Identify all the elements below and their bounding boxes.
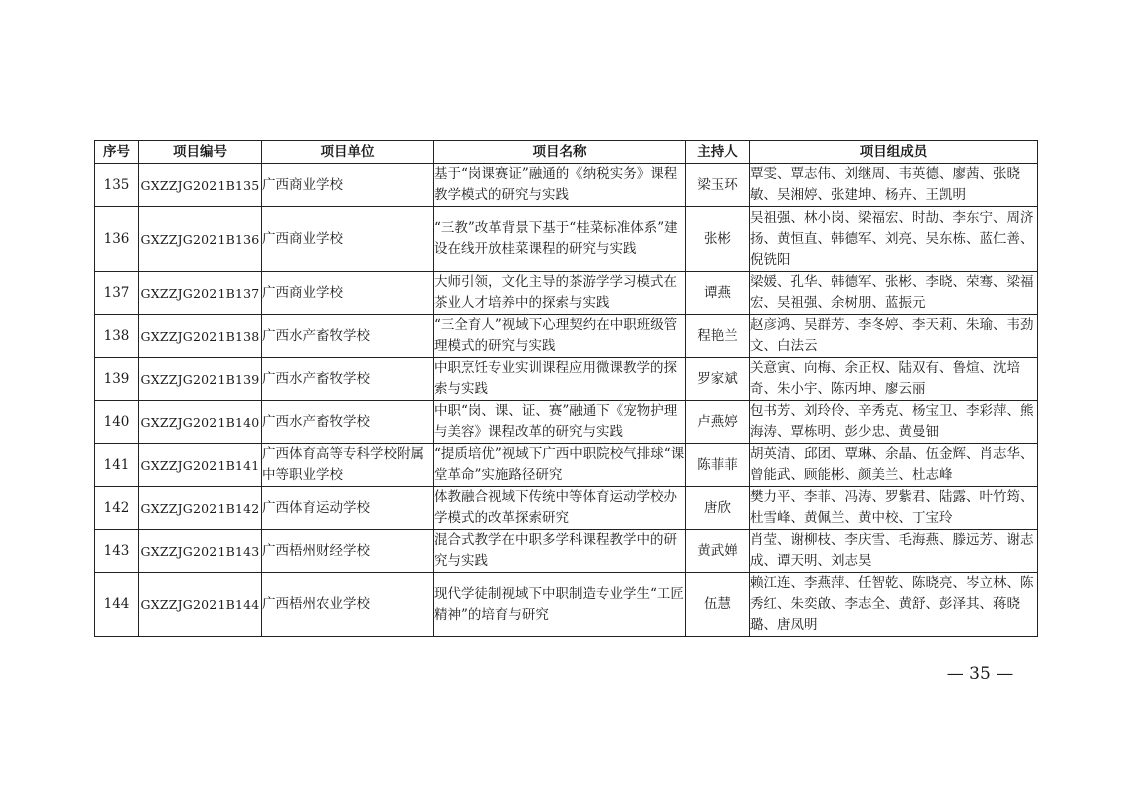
project-table [94,140,1038,637]
cell-members: 肖莹、谢柳枝、李庆雪、毛海燕、滕远芳、谢志成、谭天明、刘志昊 [750,530,1038,573]
cell-members: 赖江连、李燕萍、任智乾、陈晓亮、岑立林、陈秀红、朱奕啟、李志全、黄舒、彭泽其、蒋晓璐、唐凤明 [750,573,1038,637]
cell-name: 体教融合视域下传统中等体育运动学校办学模式的改革探索研究 [434,487,686,530]
cell-unit: 广西体育运动学校 [262,487,434,530]
cell-code: GXZZJG2021B144 [139,573,262,637]
cell-unit: 广西水产畜牧学校 [262,315,434,358]
cell-name: 基于“岗课赛证”融通的《纳税实务》课程教学模式的研究与实践 [434,164,686,207]
cell-name: “三全育人”视域下心理契约在中职班级管理模式的研究与实践 [434,315,686,358]
table-row [95,358,1038,401]
table-row [95,573,1038,637]
cell-name: “提质培优”视域下广西中职院校气排球“课堂革命”实施路径研究 [434,444,686,487]
cell-unit: 广西商业学校 [262,272,434,315]
table-row [95,530,1038,573]
cell-code: GXZZJG2021B135 [139,164,262,207]
cell-name: 中职“岗、课、证、赛”融通下《宠物护理与美容》课程改革的研究与实践 [434,401,686,444]
header-code: 项目编号 [139,141,262,164]
cell-code: GXZZJG2021B136 [139,207,262,272]
cell-name: 混合式教学在中职多学科课程教学中的研究与实践 [434,530,686,573]
header-host: 主持人 [686,141,750,164]
cell-seq: 141 [95,444,139,487]
cell-host: 卢燕婷 [686,401,750,444]
table-row [95,487,1038,530]
table-row [95,164,1038,207]
cell-seq: 138 [95,315,139,358]
cell-host: 梁玉环 [686,164,750,207]
table-row [95,444,1038,487]
cell-host: 陈菲菲 [686,444,750,487]
header-members: 项目组成员 [750,141,1038,164]
page-number: — 35 — [946,664,1014,684]
cell-seq: 144 [95,573,139,637]
cell-host: 唐欣 [686,487,750,530]
cell-code: GXZZJG2021B139 [139,358,262,401]
header-seq: 序号 [95,141,139,164]
cell-members: 梁媛、孔华、韩德军、张彬、李晓、荣骞、梁福宏、吴祖强、余树朋、蓝振元 [750,272,1038,315]
cell-name: 现代学徒制视域下中职制造专业学生“工匠精神”的培育与研究 [434,573,686,637]
cell-code: GXZZJG2021B140 [139,401,262,444]
cell-seq: 137 [95,272,139,315]
cell-members: 吴祖强、林小岗、梁福宏、时劼、李东宁、周济扬、黄恒直、韩德军、刘亮、吴东栋、蓝仁善、倪铣阳 [750,207,1038,272]
cell-members: 胡英清、邱团、覃琳、余晶、伍金辉、肖志华、曾能武、顾能彬、颜美兰、杜志峰 [750,444,1038,487]
cell-seq: 136 [95,207,139,272]
cell-members: 包书芳、刘玲伶、辛秀克、杨宝卫、李彩萍、熊海涛、覃栋明、彭少忠、黄曼钿 [750,401,1038,444]
cell-unit: 广西梧州农业学校 [262,573,434,637]
cell-host: 黄武婵 [686,530,750,573]
cell-members: 覃雯、覃志伟、刘继周、韦英德、廖茜、张晓敏、吴湘婷、张建坤、杨卉、王凯明 [750,164,1038,207]
cell-host: 张彬 [686,207,750,272]
table-row [95,315,1038,358]
cell-unit: 广西梧州财经学校 [262,530,434,573]
cell-members: 赵彦鸿、吴群芳、李冬婷、李天莉、朱瑜、韦劲文、白法云 [750,315,1038,358]
table-row [95,272,1038,315]
header-name: 项目名称 [434,141,686,164]
cell-unit: 广西体育高等专科学校附属中等职业学校 [262,444,434,487]
cell-members: 樊力平、李菲、冯涛、罗紫君、陆露、叶竹筠、杜雪峰、黄佩兰、黄中校、丁宝玲 [750,487,1038,530]
table-row [95,401,1038,444]
cell-seq: 140 [95,401,139,444]
cell-name: “三教”改革背景下基于“桂菜标准体系”建设在线开放桂菜课程的研究与实践 [434,207,686,272]
cell-unit: 广西水产畜牧学校 [262,401,434,444]
cell-name: 中职烹饪专业实训课程应用微课教学的探索与实践 [434,358,686,401]
cell-members: 关意寅、向梅、余正权、陆双有、鲁煊、沈培奇、朱小宇、陈丙坤、廖云丽 [750,358,1038,401]
header-unit: 项目单位 [262,141,434,164]
cell-unit: 广西水产畜牧学校 [262,358,434,401]
cell-unit: 广西商业学校 [262,207,434,272]
cell-host: 谭燕 [686,272,750,315]
cell-seq: 139 [95,358,139,401]
cell-seq: 142 [95,487,139,530]
table-row [95,207,1038,272]
cell-seq: 143 [95,530,139,573]
cell-host: 伍慧 [686,573,750,637]
cell-host: 程艳兰 [686,315,750,358]
cell-host: 罗家斌 [686,358,750,401]
table-header-row [95,141,1038,164]
cell-code: GXZZJG2021B142 [139,487,262,530]
cell-code: GXZZJG2021B138 [139,315,262,358]
cell-code: GXZZJG2021B137 [139,272,262,315]
cell-code: GXZZJG2021B143 [139,530,262,573]
cell-seq: 135 [95,164,139,207]
cell-code: GXZZJG2021B141 [139,444,262,487]
cell-name: 大师引领，文化主导的茶游学学习模式在茶业人才培养中的探索与实践 [434,272,686,315]
cell-unit: 广西商业学校 [262,164,434,207]
